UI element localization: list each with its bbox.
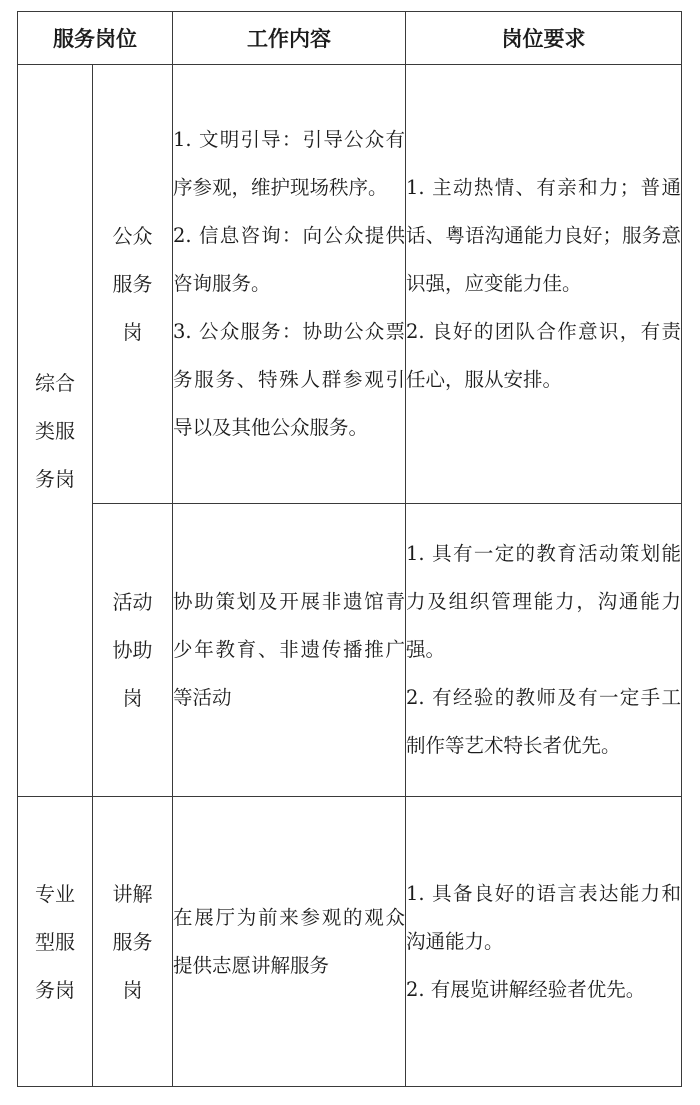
requirement-item: 1. 主动热情、有亲和力；普通话、粤语沟通能力良好；服务意识强，应变能力佳。 bbox=[406, 176, 681, 295]
content-cell bbox=[173, 797, 406, 1087]
requirement-item: 2. 良好的团队合作意识，有责任心，服从安排。 bbox=[406, 320, 681, 391]
category-cell bbox=[18, 65, 93, 797]
content-cell bbox=[173, 65, 406, 504]
position-cell bbox=[93, 504, 173, 797]
content-item: 在展厅为前来参观的观众提供志愿讲解服务 bbox=[173, 905, 405, 977]
category-cell bbox=[18, 797, 93, 1087]
content-item: 协助策划及开展非遗馆青少年教育、非遗传播推广等活动 bbox=[173, 590, 405, 709]
position-cell bbox=[93, 65, 173, 504]
position-label: 活动协助岗 bbox=[112, 590, 153, 710]
content-item: 2. 信息咨询：向公众提供咨询服务。 bbox=[173, 224, 405, 295]
category-label: 专业型服务岗 bbox=[35, 881, 75, 1002]
content-item: 1. 文明引导：引导公众有序参观，维护现场秩序。 bbox=[173, 128, 405, 199]
requirement-item: 1. 具备良好的语言表达能力和沟通能力。 bbox=[406, 881, 681, 953]
table-row bbox=[18, 797, 682, 1087]
requirement-cell bbox=[406, 797, 682, 1087]
requirement-cell bbox=[406, 504, 682, 797]
content-cell bbox=[173, 504, 406, 797]
header-position: 服务岗位 bbox=[18, 12, 173, 65]
header-requirement: 岗位要求 bbox=[406, 12, 682, 65]
header-content: 工作内容 bbox=[173, 12, 406, 65]
requirement-item: 1. 具有一定的教育活动策划能力及组织管理能力，沟通能力强。 bbox=[406, 542, 681, 661]
position-label: 讲解服务岗 bbox=[112, 881, 153, 1002]
volunteer-positions-table bbox=[17, 11, 682, 1087]
table-row bbox=[18, 504, 682, 797]
position-cell bbox=[93, 797, 173, 1087]
requirement-cell bbox=[406, 65, 682, 504]
category-label: 综合类服务岗 bbox=[35, 370, 75, 491]
requirement-item: 2. 有展览讲解经验者优先。 bbox=[406, 977, 646, 1001]
header-row bbox=[18, 12, 682, 65]
content-item: 3. 公众服务：协助公众票务服务、特殊人群参观引导以及其他公众服务。 bbox=[173, 320, 405, 439]
position-label: 公众服务岗 bbox=[112, 224, 153, 344]
requirement-item: 2. 有经验的教师及有一定手工制作等艺术特长者优先。 bbox=[406, 686, 681, 757]
table-row bbox=[18, 65, 682, 504]
